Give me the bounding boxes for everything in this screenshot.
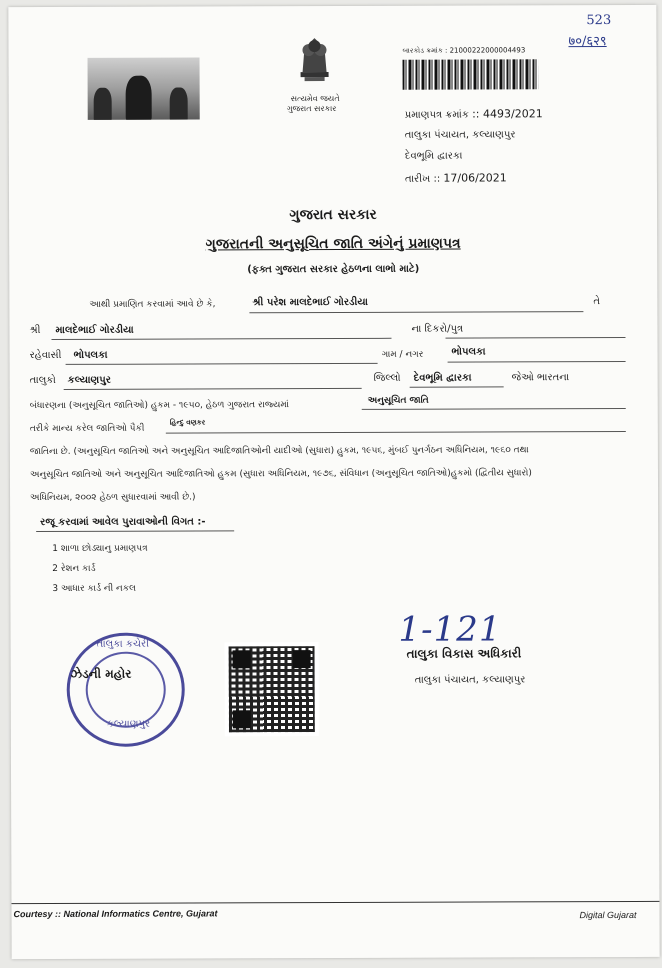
office-line-1: તાલુકા પંચાયત, કલ્યાણપુર xyxy=(404,129,516,141)
father-name: માલદેભાઈ ગોરડીયા xyxy=(55,324,134,336)
relation-text: ના દિકરો/પુત્ર xyxy=(411,323,464,335)
shri-label: શ્રી xyxy=(29,325,41,337)
office-line-2: દેવભૂમિ દ્વારકા xyxy=(404,150,463,162)
emblem-motto: સત્યમેવ જયતે xyxy=(290,93,340,104)
caste-value: હિન્દુ વણકર xyxy=(169,418,206,427)
date-label: તારીખ :: xyxy=(404,173,441,185)
certificate-number: :: 4493/2021 xyxy=(472,107,543,121)
taluka-label: તાલુકો xyxy=(29,374,56,387)
relation-underline xyxy=(445,337,625,339)
evidence-heading: રજૂ કરવામાં આવેલ પુરાવાઓની વિગત :- xyxy=(40,516,206,529)
signature-mark: 1-121 xyxy=(398,609,502,650)
resident-underline xyxy=(66,363,378,365)
footer-courtesy: Courtesy :: National Informatics Centre, Gujarat xyxy=(13,908,218,920)
resident-value: ભોપલકા xyxy=(73,349,108,361)
officer-title: તાલુકા વિકાસ અધિકારી xyxy=(406,646,522,661)
applicant-photo xyxy=(88,57,200,119)
district-label: જિલ્લો xyxy=(373,372,401,384)
certificate-title: ગુજરાતની અનુસૂચિત જાતિ અંગેનું પ્રમાણપત્ર xyxy=(205,235,461,253)
taluka-underline xyxy=(64,388,362,390)
para-line-3: અધિનિયમ, ૨૦૦૨ હેઠળ સુધારવામાં આવી છે.) xyxy=(30,492,196,504)
gov-heading: ગુજરાત સરકાર xyxy=(289,206,377,224)
emblem-gov-name: ગુજરાત સરકાર xyxy=(286,103,337,114)
officer-office: તાલુકા પંચાયત, કલ્યાણપુર xyxy=(414,674,526,686)
person-name: શ્રી પરેશ માલદેભાઈ ગોરડીયા xyxy=(252,296,369,309)
sc-value: અનુસૂચિત જાતિ xyxy=(367,395,429,406)
stamp-middle-text: ઝેડની મહોર xyxy=(70,666,132,681)
para-line-1: જાતિના છે. (અનુસૂચિત જાતિઓ અને અનુસૂચિત આદિજાતિઓની યાદીઓ (સુધારા) હુકમ, ૧૯૫૬, મુંબઈ પુનર્ગઠન અધિનિયમ, ૧૯૬૦ તથા xyxy=(29,445,529,458)
village-label: ગામ / નગર xyxy=(381,349,424,360)
stamp-bottom-text: કલ્યાણપુર xyxy=(106,718,151,730)
father-underline xyxy=(51,338,391,340)
district-value: દેવભૂમિ દ્વારકા xyxy=(413,372,472,384)
certificate-number-row xyxy=(405,107,543,120)
certificate-subtitle: (ફક્ત ગુજરાત સરકાર હેઠળના લાભો માટે) xyxy=(247,263,420,276)
constitution-text: બંધારણના (અનુસૂચિત જાતિઓ) હુકમ - ૧૯૫૦, હેઠળ ગુજરાત રાજ્યમાં xyxy=(29,400,289,412)
evidence-underline xyxy=(36,530,234,532)
date-value: 17/06/2021 xyxy=(443,171,507,185)
barcode xyxy=(403,59,539,89)
sc-underline xyxy=(362,408,626,410)
te-text: તે xyxy=(593,296,601,308)
national-emblem-icon xyxy=(286,34,342,92)
stamp-top-text: તાલુકા કચેરી xyxy=(96,638,150,650)
footer-digital-gujarat: Digital Gujarat xyxy=(579,909,637,921)
caste-label: તરીકે માન્ય કરેલ જાતિઓ પૈકી xyxy=(29,423,145,435)
certificate-number-label: પ્રમાણપત્ર ક્રમાંક xyxy=(404,109,469,121)
district-underline xyxy=(410,386,504,387)
qr-code xyxy=(229,646,315,732)
resident-label: રહેવાસી xyxy=(29,349,62,362)
certificate-page xyxy=(8,5,659,959)
certify-text: આથી પ્રમાણિત કરવામાં આવે છે કે, xyxy=(89,299,216,310)
village-value: ભોપલકા xyxy=(451,346,486,358)
barcode-number: બારકોડ ક્રમાંક : 21000222000004493 xyxy=(402,46,526,55)
taluka-value: કલ્યાણપુર xyxy=(67,374,111,386)
india-text: જેઓ ભારતના xyxy=(511,372,570,384)
para-line-2: અનુસૂચિત જાતિઓ અને અનુસૂચિત આદિજાતિઓ હુકમ (સુધારા અધિનિયમ, ૧૯૭૬, સંવિધાન (અનુસૂચિત જાતિઓ)હુકમો (દ્વિતીય સુધારો) xyxy=(29,468,532,481)
footer-divider xyxy=(11,901,659,904)
evidence-item: 2 રેશન કાર્ડ xyxy=(52,563,96,574)
evidence-item: 3 આધાર કાર્ડ ની નકલ xyxy=(52,583,136,594)
caste-underline xyxy=(166,431,626,434)
name-underline xyxy=(249,311,583,313)
village-underline xyxy=(448,361,626,363)
handwritten-number: 523 xyxy=(586,13,612,29)
date-row xyxy=(405,171,507,184)
evidence-item: 1 શાળા છોડ્યાનુ પ્રમાણપત્ર xyxy=(52,543,148,554)
handwritten-ref: ७०/६२९ xyxy=(568,34,607,50)
